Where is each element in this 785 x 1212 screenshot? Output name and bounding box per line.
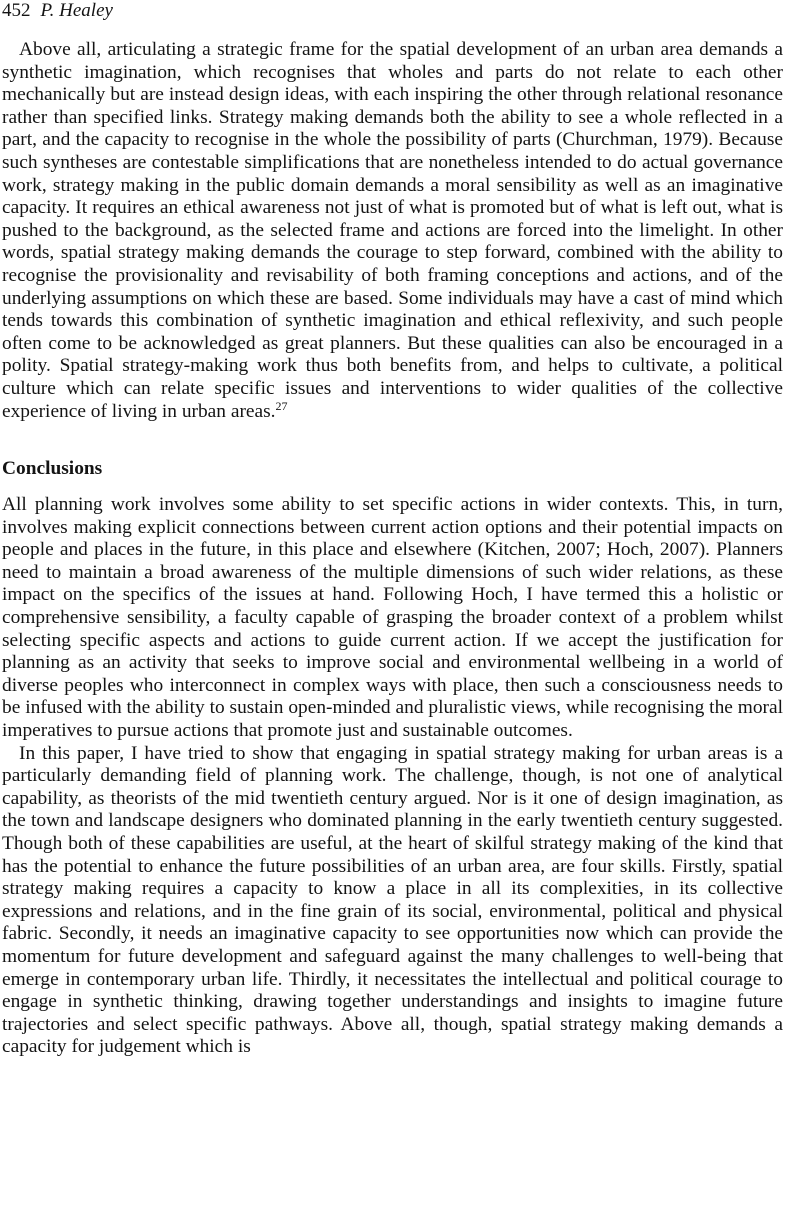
section-heading: Conclusions	[2, 458, 103, 480]
running-header	[2, 0, 783, 23]
running-author: P. Healey	[40, 0, 113, 21]
footnote-reference[interactable]: 27	[275, 398, 288, 413]
paragraph-text: Above all, articulating a strategic frame for the spatial development of an urban area demands a synthetic imagination, which recognises that wholes and parts do not relate to each other mechanically but are instead design ideas, with each inspiring the other through relational resonance rather than specified links. Strategy making demands both the ability to see a whole reflected in a part, and the capacity to recognise in the whole the possibility of parts (Churchman, 1979). Because such syntheses are contestable simplifications that are nonetheless intended to do actual governance work, strategy making in the public domain demands a moral sensibility as well as an imaginative capacity. It requires an ethical awareness not just of what is promoted but of what is left out, what is pushed to the background, as the selected frame and actions are forced into the limelight. In other words, spatial strategy making demands the courage to step forward, combined with the ability to recognise the provisionality and revisability of both framing conceptions and actions, and of the underlying assumptions on which these are based. Some individuals may have a cast of mind which tends towards this combination of synthetic imagination and ethical reflexivity, and such people often come to be acknowledged as great planners. But these qualities can also be encouraged in a polity. Spatial strategy-making work thus both benefits from, and helps to cultivate, a political culture which can relate specific issues and interventions to wider qualities of the collective experience of living in urban areas.	[2, 39, 783, 422]
journal-page	[2, 0, 783, 1059]
body-paragraph: In this paper, I have tried to show that engaging in spatial strategy making for urban areas is a particularly demanding field of planning work. The challenge, though, is not one of analytical capability, as theorists of the mid twentieth century argued. Nor is it one of design imagination, as the town and landscape designers who dominated planning in the early twentieth century suggested. Though both of these capabilities are useful, at the heart of skilful strategy making of the kind that has the potential to enhance the future possibilities of an urban area, are four skills. Firstly, spatial strategy making requires a capacity to know a place in all its complexities, in its collective expressions and relations, and in the fine grain of its social, environmental, political and physical fabric. Secondly, it needs an imaginative capacity to see opportunities now which can provide the momentum for future development and safeguard against the many challenges to well-being that emerge in contemporary urban life. Thirdly, it necessitates the intellectual and political courage to engage in synthetic thinking, drawing together understandings and insights to imagine future trajectories and select specific pathways. Above all, though, spatial strategy making demands a capacity for judgement which is	[2, 742, 783, 1058]
page-number: 452	[2, 0, 31, 21]
body-paragraph	[2, 39, 783, 423]
body-paragraph: All planning work involves some ability to set specific actions in wider contexts. This, in turn, involves making explicit connections between current action options and their potential impacts on people and places in the future, in this place and elsewhere (Kitchen, 2007; Hoch, 2007). Planners need to maintain a broad awareness of the multiple dimensions of such wider relations, as these impact on the specifics of the issues at hand. Following Hoch, I have termed this a holistic or comprehensive sensibility, a faculty capable of grasping the broader context of a problem whilst selecting specific aspects and actions to guide current action. If we accept the justification for planning as an activity that seeks to improve social and environmental wellbeing in a world of diverse peoples who interconnect in complex ways with place, then such a consciousness needs to be infused with the ability to sustain open-minded and pluralistic views, while recognising the moral imperatives to pursue actions that promote just and sustainable outcomes.	[2, 494, 783, 742]
